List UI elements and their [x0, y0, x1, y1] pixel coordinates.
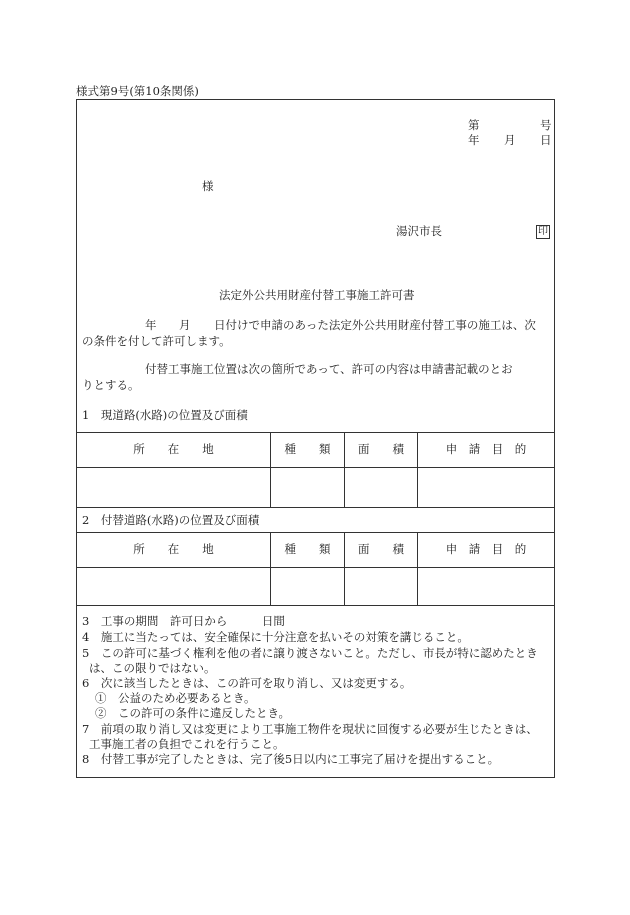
table2-bottom-rule [76, 605, 555, 606]
seal-mark: 印 [538, 226, 548, 237]
condition-3: 3 工事の期間 許可日から 日間 [82, 614, 285, 628]
table2-header-area: 面 積 [358, 542, 404, 556]
table1-header-area: 面 積 [358, 442, 404, 456]
addressee-sama: 様 [202, 179, 214, 193]
condition-6-item1: ① 公益のため必要あるとき。 [95, 691, 256, 705]
condition-4: 4 施工に当たっては、安全確保に十分注意を払いその対策を講じること。 [82, 630, 469, 644]
condition-7: 7 前項の取り消し又は変更により工事施工物件を現状に回復する必要が生じたときは、 [82, 722, 538, 736]
condition-5-cont: は、この限りではない。 [89, 661, 216, 675]
table1-bottom-rule [76, 507, 555, 508]
intro-year: 年 [145, 318, 157, 332]
table2-col-divider [270, 532, 271, 605]
table2-header-type: 種 類 [284, 542, 331, 556]
table1-header-location: 所 在 地 [133, 442, 214, 456]
location-note-line1: 付替工事施工位置は次の箇所であって、許可の内容は申請書記載のとお [145, 362, 513, 376]
table1-top-rule [76, 432, 555, 433]
table2-header-rule [76, 567, 555, 568]
number-dai: 第 [468, 118, 480, 132]
table1-header-purpose: 申 請 目 的 [445, 442, 527, 456]
section2-title: 2 付替道路(水路)の位置及び面積 [82, 513, 260, 527]
table2-col-divider [344, 532, 345, 605]
document-title: 法定外公共用財産付替工事施工許可書 [219, 288, 415, 302]
issuer: 湯沢市長 [396, 224, 442, 238]
number-go: 号 [540, 118, 552, 132]
table2-header-location: 所 在 地 [133, 542, 214, 556]
intro-month: 月 [179, 318, 191, 332]
condition-7-cont: 工事施工者の負担でこれを行うこと。 [89, 737, 285, 751]
table2-header-purpose: 申 請 目 的 [445, 542, 527, 556]
condition-6-item2: ② この許可の条件に違反したとき。 [95, 706, 291, 720]
table1-header-type: 種 類 [284, 442, 331, 456]
condition-5: 5 この許可に基づく権利を他の者に譲り渡さないこと。ただし、市長が特に認めたとき [82, 646, 538, 660]
table1-header-rule [76, 467, 555, 468]
section1-title: 1 現道路(水路)の位置及び面積 [82, 408, 248, 422]
table2-col-divider [417, 532, 418, 605]
date-day: 日 [540, 133, 552, 147]
location-note-line2: りとする。 [82, 378, 140, 392]
intro-text-line2: の条件を付して許可します。 [82, 334, 231, 348]
form-label: 様式第9号(第10条関係) [76, 84, 199, 98]
condition-6: 6 次に該当したときは、この許可を取り消し、又は変更する。 [82, 676, 412, 690]
table2-top-rule [76, 532, 555, 533]
date-month: 月 [504, 133, 516, 147]
intro-text: 日付けで申請のあった法定外公共用財産付替工事の施工は、次 [214, 318, 536, 332]
date-year: 年 [468, 133, 480, 147]
condition-8: 8 付替工事が完了したときは、完了後5日以内に工事完了届けを提出すること。 [82, 752, 500, 766]
